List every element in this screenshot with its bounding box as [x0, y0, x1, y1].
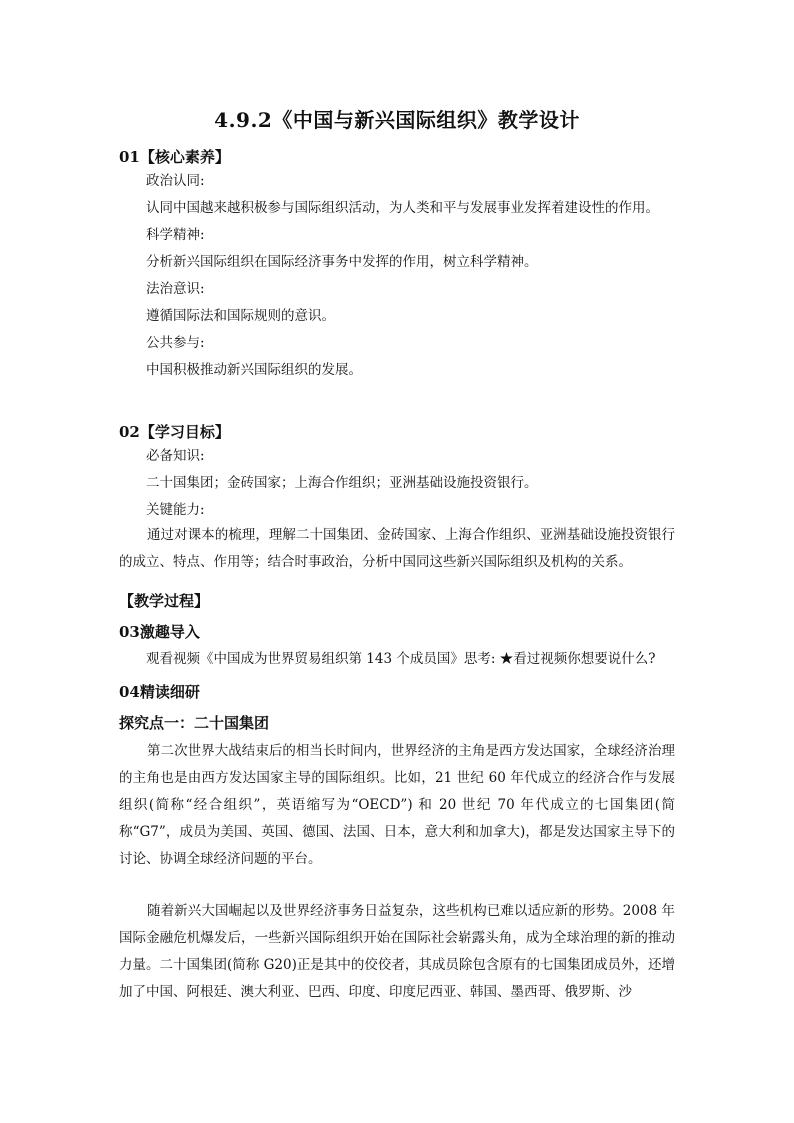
item-text: 分析新兴国际组织在国际经济事务中发挥的作用，树立科学精神。: [146, 254, 538, 270]
section-heading-learning-goals: 02【学习目标】: [119, 423, 230, 441]
item-label: 科学精神:: [146, 227, 205, 243]
item-label: 关键能力:: [146, 502, 205, 518]
intro-text: 观看视频《中国成为世界贸易组织第 143 个成员国》思考: ★看过视频你想要说什么?: [146, 651, 656, 667]
section-heading-teaching-process: 【教学过程】: [119, 592, 210, 610]
item-label: 法治意识:: [146, 281, 205, 297]
paragraph-key-abilities: 通过对课本的梳理，理解二十国集团、金砖国家、上海合作组织、亚洲基础设施投资银行的成立、特点、作用等；结合时事政治，分析中国同这些新兴国际组织及机构的关系。: [119, 527, 675, 570]
paragraph-g20-history: 第二次世界大战结束后的相当长时间内，世界经济的主角是西方发达国家，全球经济治理的主角也是由西方发达国家主导的国际组织。比如，21 世纪 60 年代成立的经济合作与发展组织(简称“经合组织”，英语缩写为“OECD”) 和 20 世纪 70 年代成立的七国集团(简称“G7”，成员为美国、英国、德国、法国、日本，意大利和加拿大)，都是发达国家主导下的讨论、协调全球经济问题的平台。: [119, 743, 675, 867]
item-label: 必备知识:: [146, 448, 205, 464]
item-text: 认同中国越来越积极参与国际组织活动，为人类和平与发展事业发挥着建设性的作用。: [146, 200, 659, 216]
item-label: 政治认同:: [146, 173, 205, 189]
subheading-g20: 探究点一：二十国集团: [119, 714, 270, 732]
item-text: 遵循国际法和国际规则的意识。: [146, 308, 335, 324]
document-title: 4.9.2《中国与新兴国际组织》教学设计: [214, 108, 580, 132]
item-label: 公共参与:: [146, 335, 205, 351]
section-heading-close-reading: 04精读细研: [119, 683, 200, 701]
section-heading-core-literacy: 01【核心素养】: [119, 148, 230, 166]
section-heading-intro: 03激趣导入: [119, 623, 200, 641]
item-text: 二十国集团；金砖国家；上海合作组织；亚洲基础设施投资银行。: [146, 475, 538, 491]
item-text: 中国积极推动新兴国际组织的发展。: [146, 362, 362, 378]
paragraph-g20-rise: 随着新兴大国崛起以及世界经济事务日益复杂，这些机构已难以适应新的形势。2008 年国际金融危机爆发后，一些新兴国际组织开始在国际社会崭露头角，成为全球治理的新的推动力量。二十国集团(简称 G20)正是其中的佼佼者，其成员除包含原有的七国集团成员外，还增加了中国、阿根廷、澳大利亚、巴西、印度、印度尼西亚、韩国、墨西哥、俄罗斯、沙: [119, 903, 675, 1000]
